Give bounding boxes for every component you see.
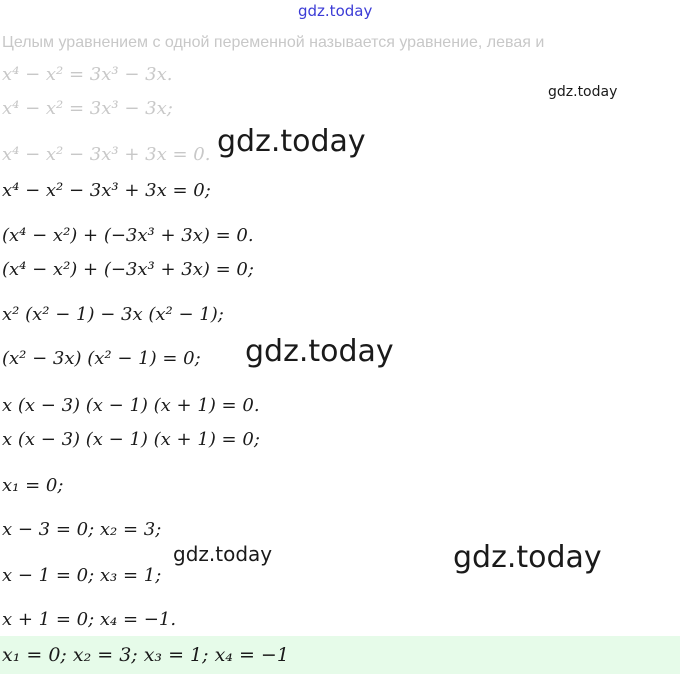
watermark-big-1: gdz.today: [217, 124, 366, 159]
watermark-top: gdz.today: [298, 2, 373, 20]
watermark-right-small: gdz.today: [548, 84, 618, 100]
root-x1: x₁ = 0;: [2, 475, 64, 496]
equation-line-10: x (x − 3) (x − 1) (x + 1) = 0;: [2, 429, 260, 450]
equation-line-7: x² (x² − 1) − 3x (x² − 1);: [2, 304, 224, 325]
equation-line-6: (x⁴ − x²) + (−3x³ + 3x) = 0;: [2, 259, 254, 280]
root-x4-line: x + 1 = 0; x₄ = −1.: [2, 609, 177, 630]
root-x3-line: x − 1 = 0; x₃ = 1;: [2, 565, 162, 586]
equation-line-3: x⁴ − x² − 3x³ + 3x = 0.: [2, 144, 211, 165]
answer-line: x₁ = 0; x₂ = 3; x₃ = 1; x₄ = −1: [2, 644, 289, 666]
equation-line-9: x (x − 3) (x − 1) (x + 1) = 0.: [2, 395, 260, 416]
equation-line-2: x⁴ − x² = 3x³ − 3x;: [2, 98, 173, 119]
equation-line-5: (x⁴ − x²) + (−3x³ + 3x) = 0.: [2, 225, 254, 246]
watermark-big-3: gdz.today: [453, 540, 602, 575]
root-x2-line: x − 3 = 0; x₂ = 3;: [2, 519, 162, 540]
equation-line-1: x⁴ − x² = 3x³ − 3x.: [2, 64, 173, 85]
equation-line-4: x⁴ − x² − 3x³ + 3x = 0;: [2, 180, 211, 201]
intro-text: Целым уравнением с одной переменной называется уравнение, левая и: [2, 34, 545, 51]
watermark-small-mid: gdz.today: [173, 542, 273, 566]
watermark-big-2: gdz.today: [245, 334, 394, 369]
equation-line-8: (x² − 3x) (x² − 1) = 0;: [2, 348, 201, 369]
